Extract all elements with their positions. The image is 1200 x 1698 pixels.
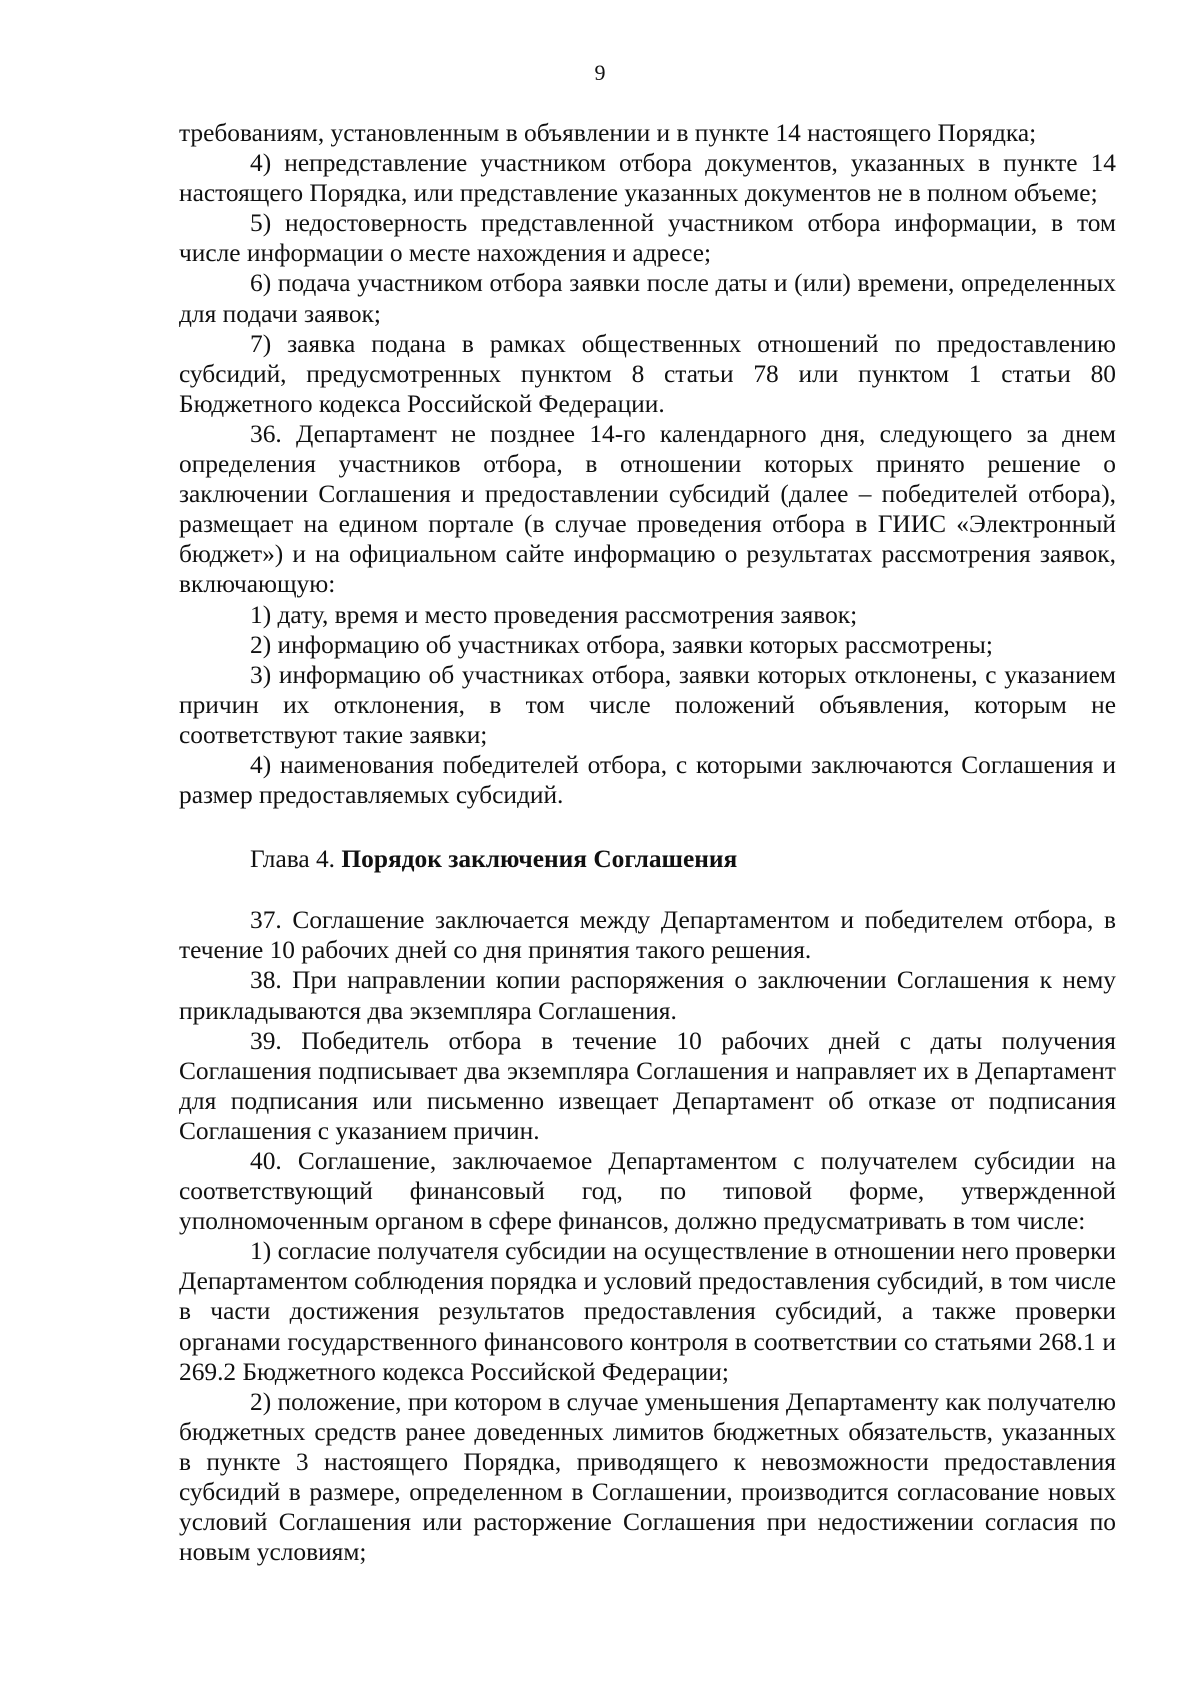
paragraph: 2) информацию об участниках отбора, заявки которых рассмотрены; <box>250 630 993 659</box>
paragraph: 4) наименования победителей отбора, с которыми заключаются Соглашения и размер предоставляемых субсидий. <box>179 750 1116 810</box>
chapter-heading <box>179 844 1116 874</box>
paragraph: 6) подача участником отбора заявки после даты и (или) времени, определенных для подачи заявок; <box>179 269 1116 328</box>
page-number: 9 <box>594 60 606 85</box>
paragraph: 1) дату, время и место проведения рассмотрения заявок; <box>250 600 858 629</box>
paragraph: требованиям, установленным в объявлении и в пункте 14 настоящего Порядка; <box>179 119 1037 147</box>
document-body <box>179 118 1116 1567</box>
chapter-title: Порядок заключения Соглашения <box>341 845 738 874</box>
paragraph: 1) согласие получателя субсидии на осуществление в отношении него проверки Департаментом соблюдения порядка и условий предоставления субсидий, в том числе в части достижения результатов предоставления субсидий, а также проверки органами государственного финансового контроля в соответствии со статьями 268.1 и 269.2 Бюджетного кодекса Российской Федерации; <box>179 1237 1116 1386</box>
paragraph: 2) положение, при котором в случае уменьшения Департаменту как получателю бюджетных средств ранее доведенных лимитов бюджетных обязательств, указанных в пункте 3 настоящего Порядка, приводящего к невозможности предоставления субсидий в размере, определенном в Соглашении, производится согласование новых условий Соглашения или расторжение Соглашения при недостижении согласия по новым условиям; <box>179 1387 1116 1567</box>
paragraph: 38. При направлении копии распоряжения о заключении Соглашения к нему прикладываются два экземпляра Соглашения. <box>179 966 1116 1025</box>
paragraph: 36. Департамент не позднее 14-го календарного дня, следующего за днем определения участников отбора, в отношении которых принято решение о заключении Соглашения и предоставлении субсидий (далее – победителей отбора), размещает на едином портале (в случае проведения отбора в ГИИС «Электронный бюджет») и на официальном сайте информацию о результатах рассмотрения заявок, включающую: <box>179 419 1116 599</box>
chapter-prefix: Глава 4. <box>250 845 342 874</box>
paragraph: 4) непредставление участником отбора документов, указанных в пункте 14 настоящего Порядка, или представление указанных документов не в полном объеме; <box>179 149 1116 208</box>
paragraph: 39. Победитель отбора в течение 10 рабочих дней с даты получения Соглашения подписывает два экземпляра Соглашения и направляет их в Департамент для подписания или письменно извещает Департамент об отказе от подписания Соглашения с указанием причин. <box>179 1026 1116 1145</box>
paragraph: 5) недостоверность представленной участником отбора информации, в том числе информации о месте нахождения и адресе; <box>179 209 1116 268</box>
paragraph: 3) информацию об участниках отбора, заявки которых отклонены, с указанием причин их отклонения, в том числе положений объявления, которым не соответствуют такие заявки; <box>179 660 1116 749</box>
paragraph: 7) заявка подана в рамках общественных отношений по предоставлению субсидий, предусмотренных пунктом 8 статьи 78 или пунктом 1 статьи 80 Бюджетного кодекса Российской Федерации. <box>179 329 1116 418</box>
paragraph: 37. Соглашение заключается между Департаментом и победителем отбора, в течение 10 рабочих дней со дня принятия такого решения. <box>179 906 1116 965</box>
paragraph: 40. Соглашение, заключаемое Департаментом с получателем субсидии на соответствующий финансовый год, по типовой форме, утвержденной уполномоченным органом в сфере финансов, должно предусматривать в том числе: <box>179 1147 1116 1236</box>
